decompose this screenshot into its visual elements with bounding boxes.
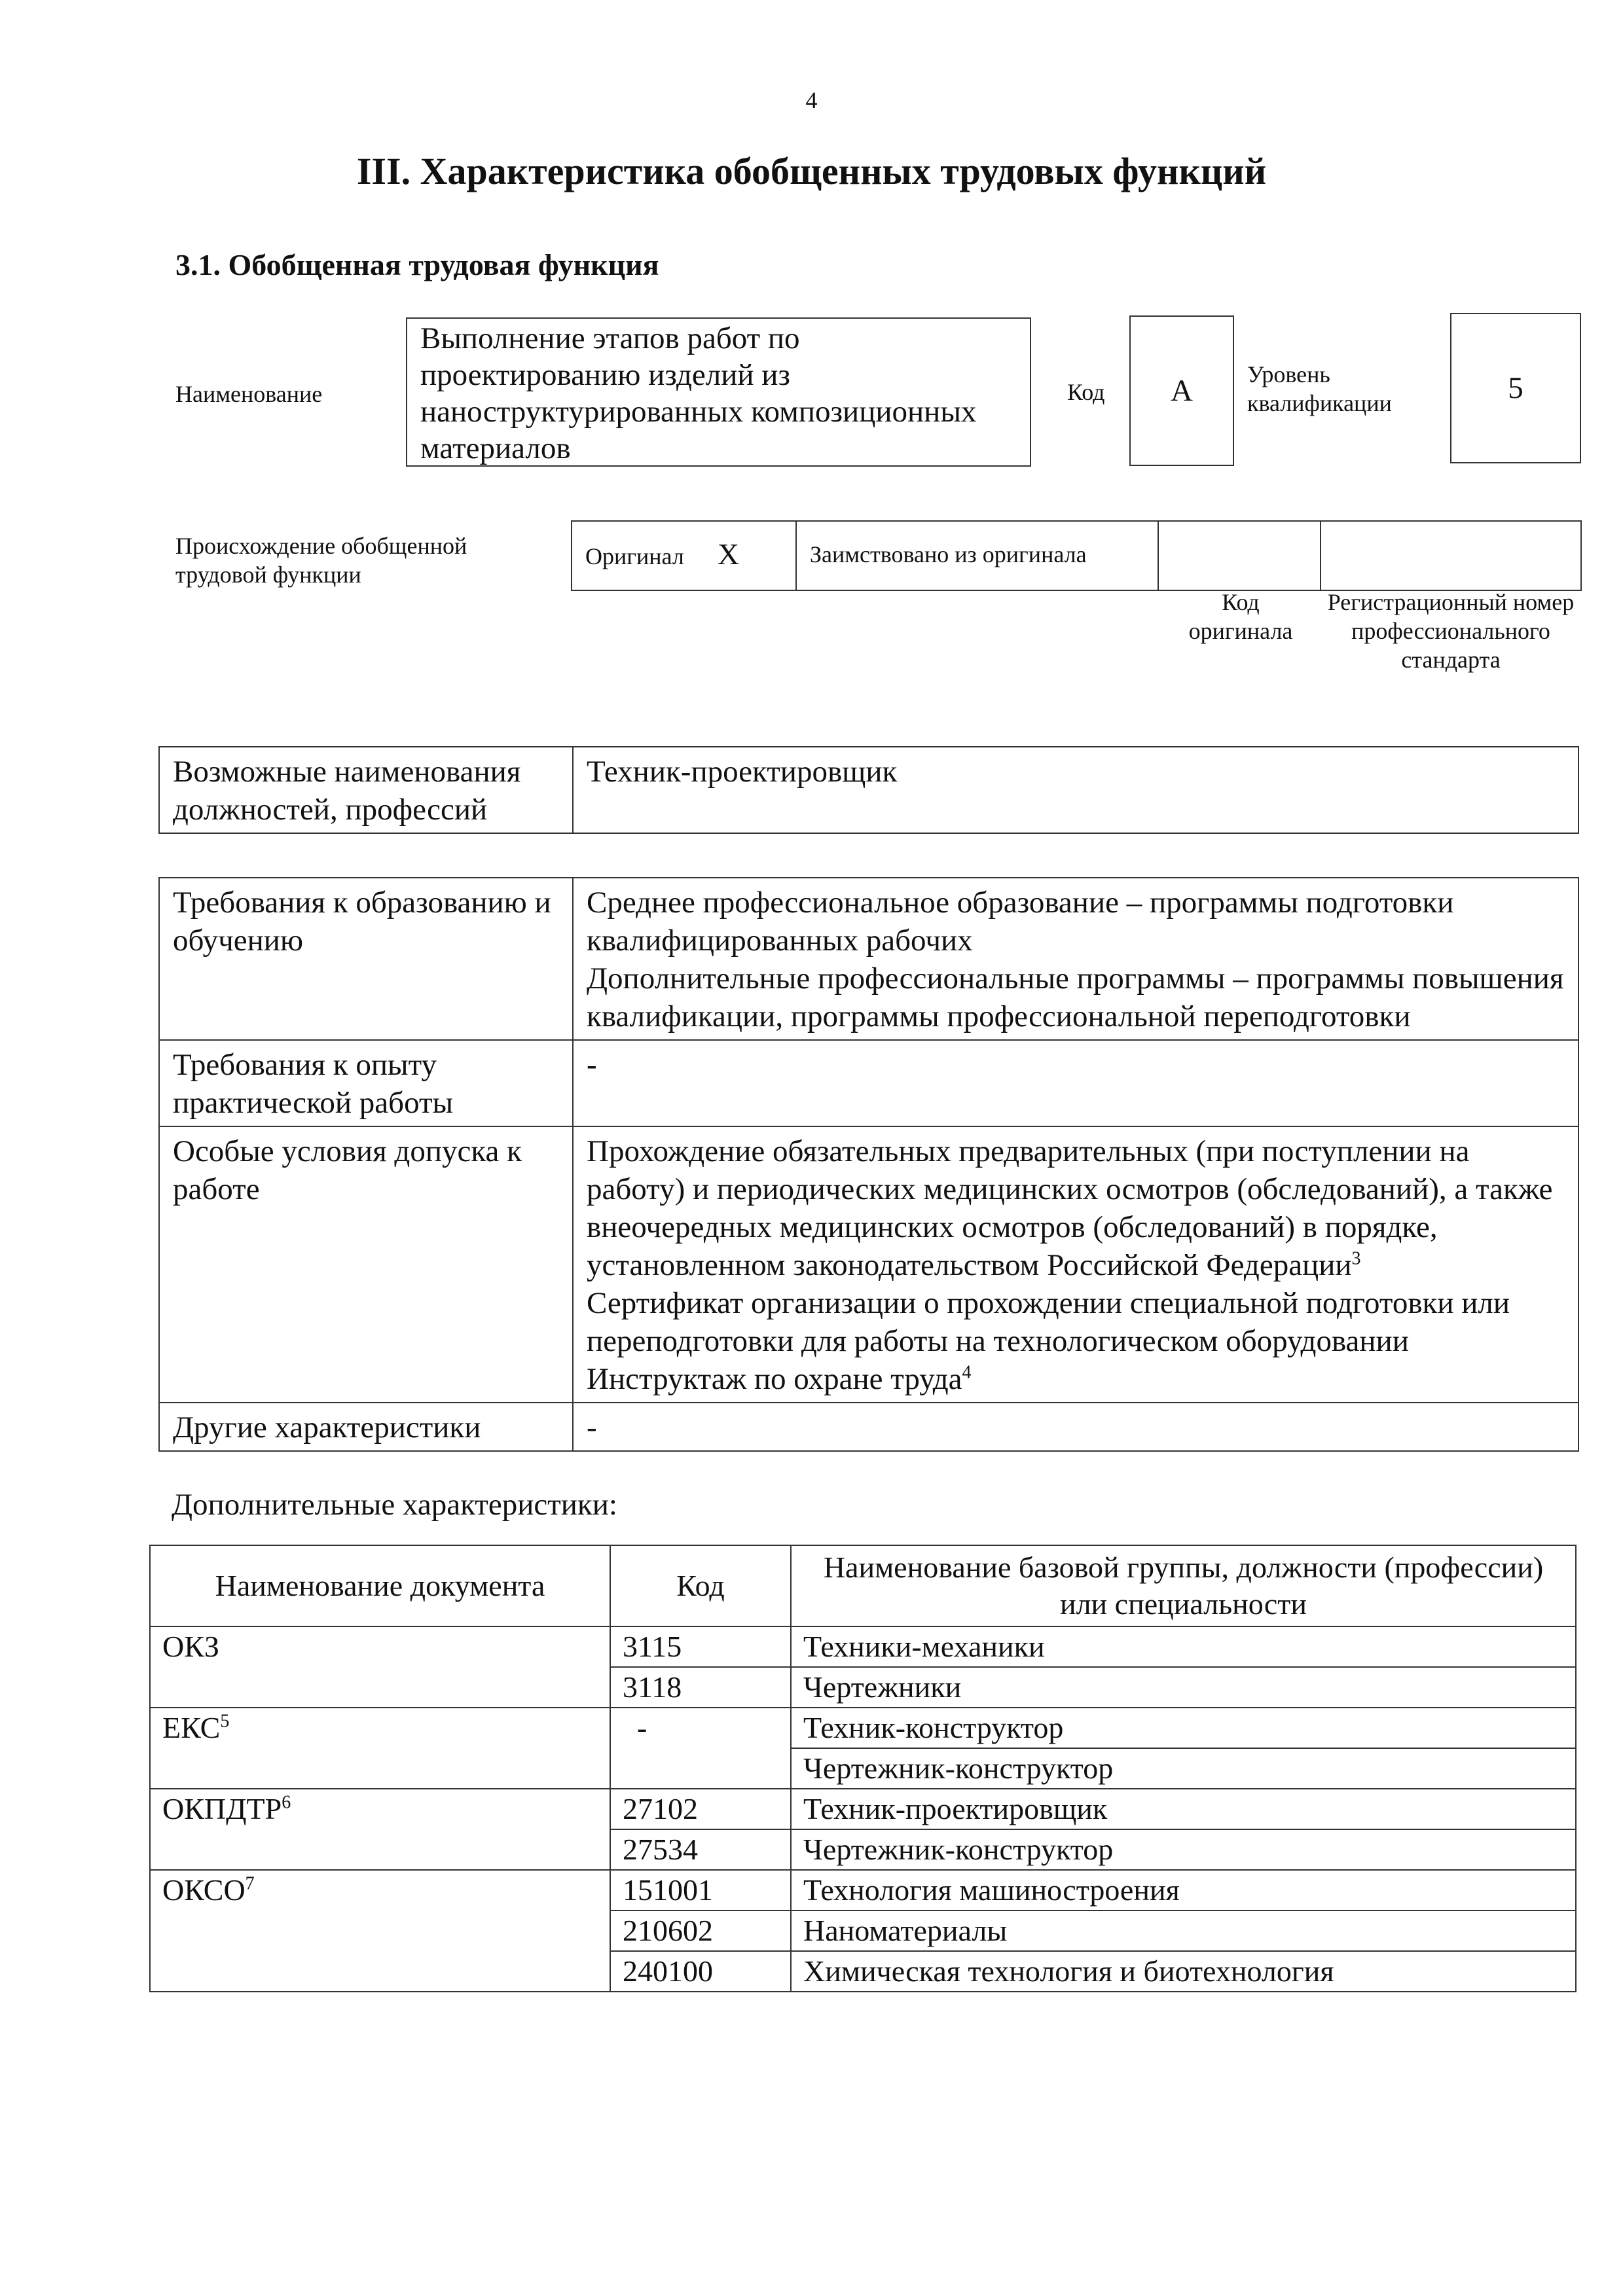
code-cell: 27102 [610, 1789, 791, 1829]
requirement-row [159, 1126, 1578, 1403]
original-mark: X [717, 537, 740, 571]
code-caption: Код оригинала [1188, 589, 1293, 644]
requirement-value [573, 1126, 1578, 1403]
name-cell: Химическая технология и биотехнология [791, 1951, 1576, 1992]
name-cell: Наноматериалы [791, 1910, 1576, 1951]
requirement-label: Другие характеристики [159, 1403, 573, 1451]
requirement-row [159, 1040, 1578, 1126]
reg-number-cell [1320, 520, 1582, 591]
requirement-row [159, 1403, 1578, 1451]
name-cell: Чертежник-конструктор [791, 1829, 1576, 1870]
code-value: А [1171, 374, 1193, 408]
name-cell: Техник-проектировщик [791, 1789, 1576, 1829]
code-cell: 151001 [610, 1870, 791, 1910]
requirement-value [573, 878, 1578, 1040]
requirement-line: - [587, 1410, 597, 1444]
table-row [150, 1708, 1576, 1748]
table-row [150, 1626, 1576, 1667]
additional-title: Дополнительные характеристики: [172, 1488, 617, 1522]
level-label: Уровень квалификации [1247, 361, 1392, 416]
requirement-line: Среднее профессиональное образование – программы подготовки квалифицированных рабочих [587, 886, 1454, 958]
code-value-box [1129, 315, 1234, 466]
footnote-ref: 3 [1351, 1248, 1361, 1269]
doc-name: ОКЗ [162, 1630, 219, 1663]
requirement-label: Требования к опыту практической работы [159, 1040, 573, 1126]
reg-caption: Регистрационный номер профессионального стандарта [1327, 589, 1575, 673]
table-row [150, 1870, 1576, 1910]
requirement-row [159, 878, 1578, 1040]
code-cell: 3115 [610, 1626, 791, 1667]
doc-cell [150, 1626, 610, 1708]
requirement-line: Дополнительные профессиональные программы – программы повышения квалификации, программы профессиональной переподготовки [587, 961, 1564, 1033]
positions-row [159, 747, 1578, 833]
name-cell: Чертежники [791, 1667, 1576, 1708]
code-cell: 210602 [610, 1910, 791, 1951]
requirement-line-text: Прохождение обязательных предварительных (при поступлении на работу) и периодических медицинских осмотров (обследований), а также внеочередных медицинских осмотров (обследований) в порядке, установленном законодательством Российской Федерации [587, 1134, 1553, 1282]
footnote-ref: 4 [962, 1362, 972, 1383]
code-label: Код [1067, 379, 1105, 405]
doc-cell [150, 1708, 610, 1789]
positions-value: Техник-проектировщик [573, 747, 1578, 833]
requirement-line: - [587, 1048, 597, 1082]
original-code-cell [1158, 520, 1321, 591]
section-title: III. Характеристика обобщенных трудовых функций [356, 150, 1267, 192]
code-cell: 3118 [610, 1667, 791, 1708]
header-name: Наименование базовой группы, должности (профессии) или специальности [791, 1545, 1576, 1626]
positions-label: Возможные наименования должностей, профессий [159, 747, 573, 833]
code-cell: 240100 [610, 1951, 791, 1992]
additional-table [149, 1545, 1577, 1992]
table-row [150, 1789, 1576, 1829]
doc-name: ОКПДТР [162, 1792, 282, 1825]
name-value-box [406, 317, 1031, 467]
header-code: Код [610, 1545, 791, 1626]
doc-name: ЕКС [162, 1711, 221, 1744]
requirement-line: Сертификат организации о прохождении специальной подготовки или переподготовки для работы на технологическом оборудовании [587, 1286, 1510, 1358]
subsection-title: 3.1. Обобщенная трудовая функция [175, 248, 659, 281]
requirements-table [158, 877, 1579, 1452]
original-cell [571, 520, 797, 591]
requirement-line [587, 1360, 1565, 1398]
name-cell: Техники-механики [791, 1626, 1576, 1667]
name-cell: Технология машиностроения [791, 1870, 1576, 1910]
requirement-label: Особые условия допуска к работе [159, 1126, 573, 1403]
footnote-ref: 7 [245, 1873, 255, 1894]
doc-cell [150, 1870, 610, 1992]
level-value: 5 [1508, 371, 1523, 405]
requirement-value [573, 1040, 1578, 1126]
requirement-line [587, 1132, 1565, 1284]
level-value-box [1450, 313, 1581, 463]
code-cell: 27534 [610, 1829, 791, 1870]
name-label: Наименование [175, 381, 323, 407]
name-cell: Техник-конструктор [791, 1708, 1576, 1748]
name-cell: Чертежник-конструктор [791, 1748, 1576, 1789]
positions-table [158, 746, 1579, 834]
borrowed-label: Заимствовано из оригинала [810, 541, 1087, 567]
requirement-label: Требования к образованию и обучению [159, 878, 573, 1040]
origin-label: Происхождение обобщенной трудовой функции [175, 533, 467, 588]
footnote-ref: 5 [220, 1711, 230, 1732]
doc-cell [150, 1789, 610, 1870]
doc-name: ОКСО [162, 1873, 246, 1907]
borrowed-cell [795, 520, 1159, 591]
code-cell: - [610, 1708, 791, 1789]
footnote-ref: 6 [282, 1792, 291, 1813]
function-name: Выполнение этапов работ по проектированию изделий из наноструктурированных композиционных материалов [420, 321, 977, 465]
requirement-line-text: Инструктаж по охране труда [587, 1362, 962, 1396]
original-label: Оригинал [585, 543, 684, 569]
header-doc: Наименование документа [150, 1545, 610, 1626]
additional-header-row [150, 1545, 1576, 1626]
requirement-value [573, 1403, 1578, 1451]
page-number: 4 [805, 87, 818, 113]
